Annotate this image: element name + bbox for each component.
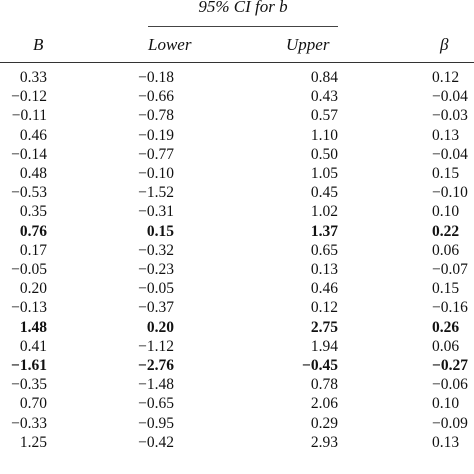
cell-b-value: 0.41: [19, 337, 47, 355]
cell-b-value: 0.70: [19, 395, 47, 413]
table-row: [0, 375, 474, 394]
cell-beta-value: 0.15: [432, 280, 460, 298]
cell-beta-value: −0.10: [432, 184, 468, 202]
cell-lower-bound: −0.77: [138, 145, 174, 163]
cell-upper-bound: 0.84: [310, 69, 338, 86]
cell-beta-value: −0.04: [432, 145, 468, 163]
cell-upper-bound: −0.45: [302, 357, 338, 374]
table-row: [0, 394, 474, 413]
cell-lower-bound: −0.05: [138, 280, 174, 298]
cell-beta-value: −0.16: [432, 299, 468, 317]
table-row: [0, 356, 474, 375]
column-header-b: B: [33, 35, 44, 54]
cell-lower-bound: −0.32: [138, 241, 174, 259]
cell-beta-value: −0.09: [432, 414, 468, 432]
table-row: [0, 87, 474, 106]
cell-upper-bound: 2.06: [310, 395, 338, 413]
cell-b-value: −0.13: [11, 299, 47, 317]
cell-b-value: 0.33: [19, 69, 47, 86]
cell-b-value: −0.12: [11, 88, 47, 106]
table-row: [0, 106, 474, 125]
cell-upper-bound: 0.45: [310, 184, 338, 202]
cell-lower-bound: −1.48: [138, 376, 174, 394]
cell-upper-bound: 1.05: [310, 165, 338, 182]
table-row: [0, 279, 474, 298]
cell-lower-bound: −0.31: [138, 203, 174, 221]
cell-upper-bound: 0.46: [310, 280, 338, 298]
cell-lower-bound: 0.20: [146, 318, 174, 336]
cell-upper-bound: 0.12: [310, 299, 338, 317]
cell-b-value: −0.33: [11, 414, 47, 432]
cell-upper-bound: 1.94: [310, 337, 338, 355]
table-row: [0, 433, 474, 452]
cell-upper-bound: 2.93: [310, 433, 338, 451]
cell-lower-bound: −0.10: [138, 165, 174, 182]
cell-b-value: 1.48: [19, 318, 47, 336]
cell-lower-bound: −2.76: [138, 357, 174, 374]
cell-upper-bound: 0.43: [310, 88, 338, 106]
table-row: [0, 414, 474, 433]
cell-beta-value: 0.22: [432, 222, 460, 240]
column-header-lower: Lower: [148, 35, 192, 54]
column-header-row: [0, 35, 474, 57]
cell-upper-bound: 0.13: [310, 261, 338, 278]
cell-lower-bound: 0.15: [146, 222, 174, 240]
cell-upper-bound: 0.50: [310, 145, 338, 163]
table-row: [0, 260, 474, 279]
cell-beta-value: −0.04: [432, 88, 468, 106]
cell-b-value: 0.48: [19, 165, 47, 182]
cell-beta-value: −0.06: [432, 376, 468, 394]
cell-lower-bound: −0.37: [138, 299, 174, 317]
cell-lower-bound: −0.18: [138, 69, 174, 86]
table-row: [0, 337, 474, 356]
cell-upper-bound: 0.78: [310, 376, 338, 394]
table-row: [0, 222, 474, 241]
ci-header-label: 95% CI for b: [198, 0, 288, 16]
cell-b-value: 0.46: [19, 126, 47, 144]
cell-b-value: 0.76: [19, 222, 47, 240]
table-row: [0, 202, 474, 221]
cell-beta-value: 0.06: [432, 337, 460, 355]
cell-upper-bound: 0.65: [310, 241, 338, 259]
cell-lower-bound: −1.12: [138, 337, 174, 355]
cell-beta-value: −0.07: [432, 261, 468, 278]
cell-beta-value: 0.26: [432, 318, 460, 336]
cell-lower-bound: −0.42: [138, 433, 174, 451]
cell-upper-bound: 1.02: [310, 203, 338, 221]
cell-b-value: −0.53: [11, 184, 47, 202]
cell-beta-value: 0.13: [432, 433, 460, 451]
cell-b-value: −0.35: [11, 376, 47, 394]
column-header-upper: Upper: [286, 35, 330, 54]
table-row: [0, 164, 474, 183]
column-header-beta: β: [440, 35, 449, 54]
cell-beta-value: 0.12: [432, 69, 460, 86]
cell-lower-bound: −0.95: [138, 414, 174, 432]
table-row: [0, 241, 474, 260]
header-rule: [0, 62, 474, 63]
cell-lower-bound: −0.65: [138, 395, 174, 413]
cell-lower-bound: −0.78: [138, 107, 174, 125]
table-row: [0, 145, 474, 164]
table-row: [0, 68, 474, 87]
cell-upper-bound: 0.29: [310, 414, 338, 432]
cell-beta-value: 0.06: [432, 241, 460, 259]
cell-beta-value: −0.03: [432, 107, 468, 125]
cell-lower-bound: −0.66: [138, 88, 174, 106]
cell-b-value: −1.61: [11, 357, 47, 374]
table-row: [0, 298, 474, 317]
table-row: [0, 126, 474, 145]
table-row: [0, 318, 474, 337]
table-row: [0, 183, 474, 202]
cell-lower-bound: −1.52: [138, 184, 174, 202]
cell-lower-bound: −0.23: [138, 261, 174, 278]
cell-beta-value: 0.10: [432, 203, 460, 221]
cell-b-value: 0.17: [19, 241, 47, 259]
cell-beta-value: 0.10: [432, 395, 460, 413]
cell-beta-value: −0.27: [432, 357, 468, 374]
cell-upper-bound: 2.75: [310, 318, 338, 336]
cell-beta-value: 0.15: [432, 165, 460, 182]
cell-upper-bound: 1.37: [310, 222, 338, 240]
cell-b-value: −0.05: [11, 261, 47, 278]
ci-group-header: [148, 0, 338, 27]
cell-upper-bound: 0.57: [310, 107, 338, 125]
cell-b-value: 0.20: [19, 280, 47, 298]
cell-beta-value: 0.13: [432, 126, 460, 144]
cell-b-value: −0.11: [11, 107, 47, 125]
cell-lower-bound: −0.19: [138, 126, 174, 144]
cell-upper-bound: 1.10: [310, 126, 338, 144]
cell-b-value: 0.35: [19, 203, 47, 221]
cell-b-value: −0.14: [11, 145, 47, 163]
cell-b-value: 1.25: [19, 433, 47, 451]
